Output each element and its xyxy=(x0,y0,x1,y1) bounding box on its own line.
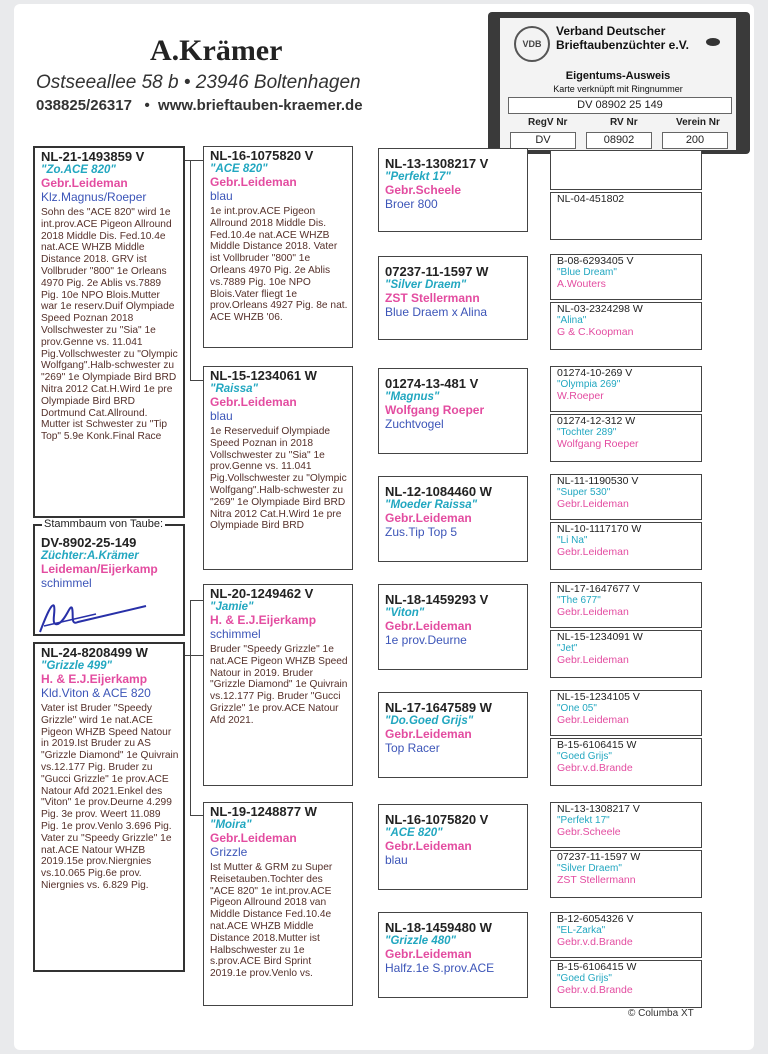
pigeon-description: 1e int.prov.ACE Pigeon Allround 2018 Middle Dis. Fed.10.4e nat.ACE WHZB Middle Distance 2018. Vater ist Vollbruder "800" 1e Orleans 4970 Pig. 2e Ablis vs.7889 Pig. 10e NPO Blois.Vater fliegt 1e prov.Orleans 4927 Pig. 8e nat. ACE WHZB '06. xyxy=(210,206,348,324)
subject-breeder: Züchter:A.Krämer xyxy=(41,550,139,562)
pigeon-color: Zus.Tip Top 5 xyxy=(385,525,458,539)
pigeon-nickname: "ACE 820" xyxy=(385,827,443,839)
pigeon-color: schimmel xyxy=(210,627,261,641)
pigeon-nickname: "Grizzle 499" xyxy=(41,660,112,672)
ring-number: NL-12-1084460 W xyxy=(385,484,492,499)
grandparent-card xyxy=(203,366,353,570)
breeder-name: Wolfgang Roeper xyxy=(385,403,485,417)
breeder-name: Gebr.v.d.Brande xyxy=(557,936,633,948)
subject-color: schimmel xyxy=(41,576,92,590)
ring-number: NL-15-1234061 W xyxy=(210,368,317,383)
ring-number: NL-18-1459293 V xyxy=(385,592,489,607)
gg-grandparent-card xyxy=(550,192,702,240)
great-grandparent-card xyxy=(378,368,528,454)
ring-number: B-08-6293405 V xyxy=(557,255,634,267)
pigeon-color: Klz.Magnus/Roeper xyxy=(41,190,147,204)
great-grandparent-card xyxy=(378,912,528,998)
connector xyxy=(190,160,191,380)
gg-grandparent-card xyxy=(550,474,702,520)
pigeon-color: Halfz.1e S.prov.ACE xyxy=(385,961,495,975)
pigeon-nickname: "Zo.ACE 820" xyxy=(41,164,116,176)
breeder-name: Gebr.Leideman xyxy=(557,546,629,558)
pigeon-color: Top Racer xyxy=(385,741,440,755)
grandparent-card xyxy=(203,146,353,348)
pigeon-description: 1e Reserveduif Olympiade Speed Poznan in 2018 Vollschwester zu "Sia" 1e prov.Genne vs. 11.041 Pig.Vollschwester zu "Olympic Wolfgang".Halb-schwester zu "269" 1e Olympiade Bird BRD Nitra 2012 Cat.H.Wird 1e pre Olympiade Bird BRD xyxy=(210,426,347,532)
subject-lineage: Leideman/Eijerkamp xyxy=(41,562,158,576)
breeder-name: W.Roeper xyxy=(557,390,604,402)
breeder-name: Gebr.Leideman xyxy=(385,839,472,853)
ring-number: B-15-6106415 W xyxy=(557,739,637,751)
breeder-name: A.Wouters xyxy=(557,278,606,290)
ring-number: NL-13-1308217 V xyxy=(557,803,640,815)
pigeon-color: Kld.Viton & ACE 820 xyxy=(41,686,151,700)
pigeon-nickname: "ACE 820" xyxy=(210,163,268,175)
pigeon-nickname: "Jamie" xyxy=(210,601,254,613)
breeder-name: Gebr.Leideman xyxy=(557,714,629,726)
breeder-name: Gebr.Leideman xyxy=(557,654,629,666)
connector xyxy=(190,815,203,816)
card-title: Eigentums-Ausweis xyxy=(565,70,671,82)
ring-number: NL-11-1190530 V xyxy=(557,475,639,487)
gg-grandparent-card xyxy=(550,960,702,1008)
great-grandparent-card xyxy=(378,584,528,670)
connector xyxy=(183,655,203,656)
regv-value: DV xyxy=(510,132,576,149)
ring-number: 07237-11-1597 W xyxy=(385,264,489,279)
pigeon-description: Vater ist Bruder "Speedy Grizzle" wird 1e nat.ACE Pigeon WHZB Speed Natour in 2019.Ist Bruder zu AS "Grizzle Diamond" 1e Quivrain vs.12.177 Pig. Bruder zu "Gucci Grizzle" 1e prov.ACE Natour Afd 2021.Enkel des "Viton" 1e prov.Deurne 4.299 Pig. 3e prov. Weert 11.089 Pig. 1e prov.Venlo 3.696 Pig. Vater zu "Speedy Grizzle" 1e nat.ACE Natour WHZB 2019.15e prov.Niergnies vs.10.065 Pig.6e prov. Niergnies vs. 6.829 Pig. xyxy=(41,703,179,891)
mother-card xyxy=(33,642,185,972)
pigeon-nickname: "Do.Goed Grijs" xyxy=(385,715,474,727)
card-subtitle: Karte verknüpft mit Ringnummer xyxy=(553,84,683,94)
pigeon-nickname: "Perfekt 17" xyxy=(385,171,451,183)
pigeon-color: Zuchtvogel xyxy=(385,417,444,431)
pigeon-nickname: "The 677" xyxy=(557,595,601,606)
owner-contact: 038825/26317 • www.brieftauben-kraemer.de xyxy=(36,97,363,114)
pigeon-nickname: "Goed Grijs" xyxy=(557,973,612,984)
pigeon-nickname: "Magnus" xyxy=(385,391,440,403)
pigeon-color: Grizzle xyxy=(210,845,248,859)
breeder-name: Gebr.Scheele xyxy=(385,183,462,197)
ring-number: NL-19-1248877 W xyxy=(210,804,317,819)
pigeon-description: Ist Mutter & GRM zu Super Reisetauben.Tochter des "ACE 820" 1e int.prov.ACE Pigeon Allround 2018 van Middle Distance Fed.10.4e nat.ACE WHZB Middle Distance 2018.Mutter ist Halbschwester zu 1e s.prov.ACE Bird Sprint 2019.1e prov.Venlo vs. xyxy=(210,862,333,980)
breeder-name: Gebr.Leideman xyxy=(385,727,472,741)
owner-name: A.Krämer xyxy=(150,34,283,67)
pigeon-nickname: "Silver Draem" xyxy=(385,279,467,291)
gg-grandparent-card xyxy=(550,366,702,412)
pigeon-color: Blue Draem x Alina xyxy=(385,305,488,319)
connector xyxy=(190,600,203,601)
breeder-name: H. & E.J.Eijerkamp xyxy=(210,613,317,627)
ring-number: NL-04-451802 xyxy=(557,193,625,205)
owner-address: Ostseeallee 58 b • 23946 Boltenhagen xyxy=(36,72,361,93)
ring-number: NL-16-1075820 V xyxy=(385,812,489,827)
pigeon-nickname: "Raissa" xyxy=(210,383,258,395)
gg-grandparent-card xyxy=(550,630,702,678)
ring-number: NL-13-1308217 V xyxy=(385,156,489,171)
pigeon-color: Broer 800 xyxy=(385,197,438,211)
breeder-name: Gebr.v.d.Brande xyxy=(557,762,633,774)
breeder-name: Gebr.Leideman xyxy=(385,511,472,525)
pedigree-of-label: Stammbaum von Taube: xyxy=(44,518,164,530)
breeder-name: H. & E.J.Eijerkamp xyxy=(41,672,148,686)
connector xyxy=(183,160,203,161)
grandparent-card xyxy=(203,584,353,786)
gg-grandparent-card xyxy=(550,522,702,570)
pigeon-color: blau xyxy=(210,189,233,203)
pigeon-nickname: "One 05" xyxy=(557,703,597,714)
breeder-name: ZST Stellermann xyxy=(385,291,480,305)
breeder-name: G & C.Koopman xyxy=(557,326,634,338)
gg-grandparent-card xyxy=(550,414,702,462)
rv-header: RV Nr xyxy=(610,117,638,128)
pigeon-nickname: "Moira" xyxy=(210,819,252,831)
pigeon-nickname: "EL-Zarka" xyxy=(557,925,606,936)
ring-number: 07237-11-1597 W xyxy=(557,851,641,863)
subject-ring: DV-8902-25-149 xyxy=(41,535,137,550)
gg-grandparent-card xyxy=(550,738,702,786)
pigeon-nickname: "Jet" xyxy=(557,643,578,654)
great-grandparent-card xyxy=(378,804,528,890)
ring-number: NL-17-1647589 W xyxy=(385,700,492,715)
ring-number: B-12-6054326 V xyxy=(557,913,634,925)
pigeon-nickname: "Viton" xyxy=(385,607,425,619)
ring-number: NL-17-1647677 V xyxy=(557,583,640,595)
pigeon-nickname: "Silver Draem" xyxy=(557,863,622,874)
ring-number: NL-15-1234105 V xyxy=(557,691,640,703)
ring-number: NL-03-2324298 W xyxy=(557,303,643,315)
regv-header: RegV Nr xyxy=(528,117,568,128)
breeder-name: Gebr.Leideman xyxy=(385,619,472,633)
pigeon-nickname: "Grizzle 480" xyxy=(385,935,456,947)
ring-number: NL-21-1493859 V xyxy=(41,149,145,164)
breeder-name: Gebr.Scheele xyxy=(557,826,621,838)
vdb-seal-icon: VDB xyxy=(514,26,550,62)
pigeon-nickname: "Alina" xyxy=(557,315,587,326)
pigeon-nickname: "Super 530" xyxy=(557,487,611,498)
great-grandparent-card xyxy=(378,148,528,232)
breeder-name: Gebr.Leideman xyxy=(557,606,629,618)
father-card xyxy=(33,146,185,518)
ring-number: 01274-12-312 W xyxy=(557,415,636,427)
breeder-name: ZST Stellermann xyxy=(557,874,636,886)
pigeon-color: 1e prov.Deurne xyxy=(385,633,467,647)
ring-number: B-15-6106415 W xyxy=(557,961,637,973)
breeder-name: Wolfgang Roeper xyxy=(557,438,639,450)
grandparent-card xyxy=(203,802,353,1006)
connector xyxy=(190,380,203,381)
pigeon-description: Sohn des "ACE 820" wird 1e int.prov.ACE Pigeon Allround 2018 Middle Dis. Fed.10.4e nat.ACE WHZB Middle Distance 2018. GRV ist Vollbruder "800" 1e Orleans 4970 Pig. 2e Ablis vs.7889 Pig. 10e NPO Blois.Mutter war 1e reserv.Duif Olympiade Speed Poznan 2018 Vollschwester zu "Sia" 1e prov.Genne vs. 11.041 Pig.Vollschwester zu "Olympic Wolfgang".Halb-schwester zu "269" 1e Olympiade Bird BRD Nitra 2012 Cat.H.Wird 1e pre Olympiade Bird BRD Dortmund Cat.Allround. Mutter ist Schwester zu "Tip Top" 5.9e Konk.Final Race xyxy=(41,207,178,443)
breeder-name: Gebr.Leideman xyxy=(210,175,297,189)
ring-number: 01274-10-269 V xyxy=(557,367,633,379)
gg-grandparent-card xyxy=(550,150,702,190)
gg-grandparent-card xyxy=(550,302,702,350)
breeder-name: Gebr.Leideman xyxy=(210,831,297,845)
great-grandparent-card xyxy=(378,476,528,562)
pigeon-nickname: "Tochter 289" xyxy=(557,427,617,438)
breeder-name: Gebr.Leideman xyxy=(557,498,629,510)
breeder-name: Gebr.Leideman xyxy=(385,947,472,961)
breeder-name: Gebr.Leideman xyxy=(41,176,128,190)
great-grandparent-card xyxy=(378,256,528,340)
rv-value: 08902 xyxy=(586,132,652,149)
great-grandparent-card xyxy=(378,692,528,778)
ring-number: NL-15-1234091 W xyxy=(557,631,643,643)
pigeon-nickname: "Blue Dream" xyxy=(557,267,617,278)
gg-grandparent-card xyxy=(550,582,702,628)
pigeon-description: Bruder "Speedy Grizzle" 1e nat.ACE Pigeon WHZB Speed Natour in 2019. Bruder "Grizzle Diamond" 1e Quivrain vs.12.177 Pig. Bruder "Gucci Grizzle" 1e prov.ACE Natour Afd 2021. xyxy=(210,644,348,726)
pigeon-nickname: "Moeder Raissa" xyxy=(385,499,478,511)
gg-grandparent-card xyxy=(550,912,702,958)
org-name: Verband Deutscher Brieftaubenzüchter e.V. xyxy=(556,24,689,52)
breeder-name: Gebr.Leideman xyxy=(210,395,297,409)
verein-header: Verein Nr xyxy=(676,117,720,128)
connector xyxy=(190,600,191,815)
ring-number: 01274-13-481 V xyxy=(385,376,479,391)
pigeon-color: blau xyxy=(210,409,233,423)
owner-website[interactable]: www.brieftauben-kraemer.de xyxy=(158,97,363,114)
ring-number: NL-20-1249462 V xyxy=(210,586,314,601)
ring-number: NL-24-8208499 W xyxy=(41,645,148,660)
owner-phone: 038825/26317 xyxy=(36,97,132,114)
pigeon-nickname: "Li Na" xyxy=(557,535,588,546)
card-ring-number: DV 08902 25 149 xyxy=(508,97,732,114)
gg-grandparent-card xyxy=(550,850,702,898)
pigeon-nickname: "Goed Grijs" xyxy=(557,751,612,762)
verein-value: 200 xyxy=(662,132,728,149)
ring-number: NL-10-1117170 W xyxy=(557,523,642,535)
breeder-name: Gebr.v.d.Brande xyxy=(557,984,633,996)
pigeon-color: blau xyxy=(385,853,408,867)
pigeon-nickname: "Perfekt 17" xyxy=(557,815,610,826)
ring-number: NL-16-1075820 V xyxy=(210,148,314,163)
gg-grandparent-card xyxy=(550,802,702,848)
dove-icon xyxy=(706,38,720,46)
signature-icon xyxy=(36,596,156,640)
footer-copyright: © Columba XT xyxy=(628,1008,694,1019)
gg-grandparent-card xyxy=(550,254,702,300)
gg-grandparent-card xyxy=(550,690,702,736)
ring-number: NL-18-1459480 W xyxy=(385,920,492,935)
pigeon-nickname: "Olympia 269" xyxy=(557,379,621,390)
